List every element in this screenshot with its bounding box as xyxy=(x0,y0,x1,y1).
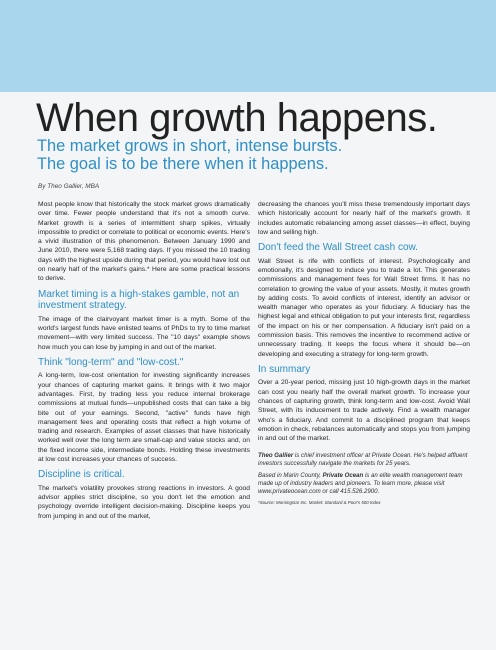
section-body-summary: Over a 20-year period, missing just 10 high-growth days in the market can cost you nearly half the overall market growth. To increase your chances of capturing growth, think long-term and low-cost. Avoid Wall Street, with its inducement to trade actively. Find a wealth manager who's a fiduciary. And commit to a disciplined program that keeps emotion in check, rebalances automatically and stops you from jumping in and out of the market. xyxy=(258,379,470,443)
subhead-line: The goal is to be there when it happens. xyxy=(37,155,329,173)
section-body-wall-street: Wall Street is rife with conflicts of interest. Psychologically and emotionally, it's designed to induce you to trade a lot. This generates commissions and management fees for Wall Street firms. It has no correlation to growing the value of your assets. Mostly, it mutes growth by adding costs. To avoid conflicts of interest, identify an advisor or wealth manager who operates as your fiduciary. A fiduciary has the highest legal and ethical obligation to put your interests first, regardless of the impact on his or her compensation. A fiduciary isn't paid on a commission basis. This removes the incentive to recommend active or unnecessary trading. It keeps the focus where it should be—on developing and executing a strategy for long-term growth. xyxy=(258,257,470,358)
section-heading-market-timing: Market timing is a high-stakes gamble, not an investment strategy. xyxy=(38,288,240,312)
company-prefix: Based in Marin County, xyxy=(258,471,321,479)
company-text: is an elite wealth management team made up of industry leaders and pioneers. To learn more, please visit www.privateocean.com or call 415.526.2900. xyxy=(258,471,463,495)
author-bio xyxy=(258,452,470,506)
section-heading-wall-street: Don't feed the Wall Street cash cow. xyxy=(258,242,418,254)
article-subhead xyxy=(37,137,342,173)
article-headline: When growth happens. xyxy=(36,96,438,140)
company-name: Private Ocean xyxy=(322,471,364,479)
section-heading-discipline: Discipline is critical. xyxy=(38,469,125,481)
section-body-long-term: A long-term, low-cost orientation for investing significantly increases your chances of capturing market gains. It brings with it two major advantages. First, by trading less you reduce internal brokerage commissions at mutual funds—unpublished costs that can take a big bite out of your earnings. Second, "active" funds have high management fees and operating costs that reflect a high volume of trading and research. Examples of asset classes that have historically worked well over the long term are small-cap and value stocks and, on the fixed income side, intermediate bonds. Holding these investments at low cost increases your chances of success. xyxy=(38,372,250,464)
intro-paragraph: Most people know that historically the stock market grows dramatically over time. Fewer people understand that it's not a smooth curve. Market growth is a series of intermittent sharp spikes, virtually impossible to predict or correlate to political or economic events. Here's a vivid illustration of this phenomenon. Between January 1990 and June 2010, there were 5,168 trading days. If you missed the 10 trading days with the highest upside during that period, you would have lost out on nearly half of the market's gains.* Here are some practical lessons to derive. xyxy=(38,201,250,283)
section-body-discipline: The market's volatility provokes strong reactions in investors. A good advisor applies strict discipline, so you don't let the emotion and psychology override intelligent decision-making. Discipline keeps you from jumping in and out of the market, xyxy=(38,484,250,520)
header-band xyxy=(0,0,496,92)
company-paragraph xyxy=(258,472,470,496)
bio-paragraph xyxy=(258,452,470,468)
left-column xyxy=(38,200,250,526)
section-heading-long-term: Think "long-term" and "low-cost." xyxy=(38,356,184,368)
source-footnote: *Source: Morningstar Inc. Market: Standard & Poor's 500 Index xyxy=(258,500,381,505)
continued-paragraph: decreasing the chances you'll miss these tremendously important days which historically account for nearly half of the market's growth. It includes automatic rebalancing among asset classes—in effect, buying low and selling high. xyxy=(258,201,470,236)
byline: By Theo Gallier, MBA xyxy=(38,183,100,190)
section-body-market-timing: The image of the clairvoyant market timer is a myth. Some of the world's largest funds have enlisted teams of PhDs to try to time market movement—with very limited success. The "10 days" example shows how much you can lose by jumping in and out of the market. xyxy=(38,315,250,351)
right-column xyxy=(258,200,470,510)
subhead-line: The market grows in short, intense bursts. xyxy=(37,137,343,155)
section-heading-summary: In summary xyxy=(258,363,311,375)
bio-name: Theo Gallier xyxy=(258,451,294,459)
bio-text: is chief investment officer at Private Ocean. He's helped affluent investors successfully navigate the markets for 25 years. xyxy=(258,451,468,467)
